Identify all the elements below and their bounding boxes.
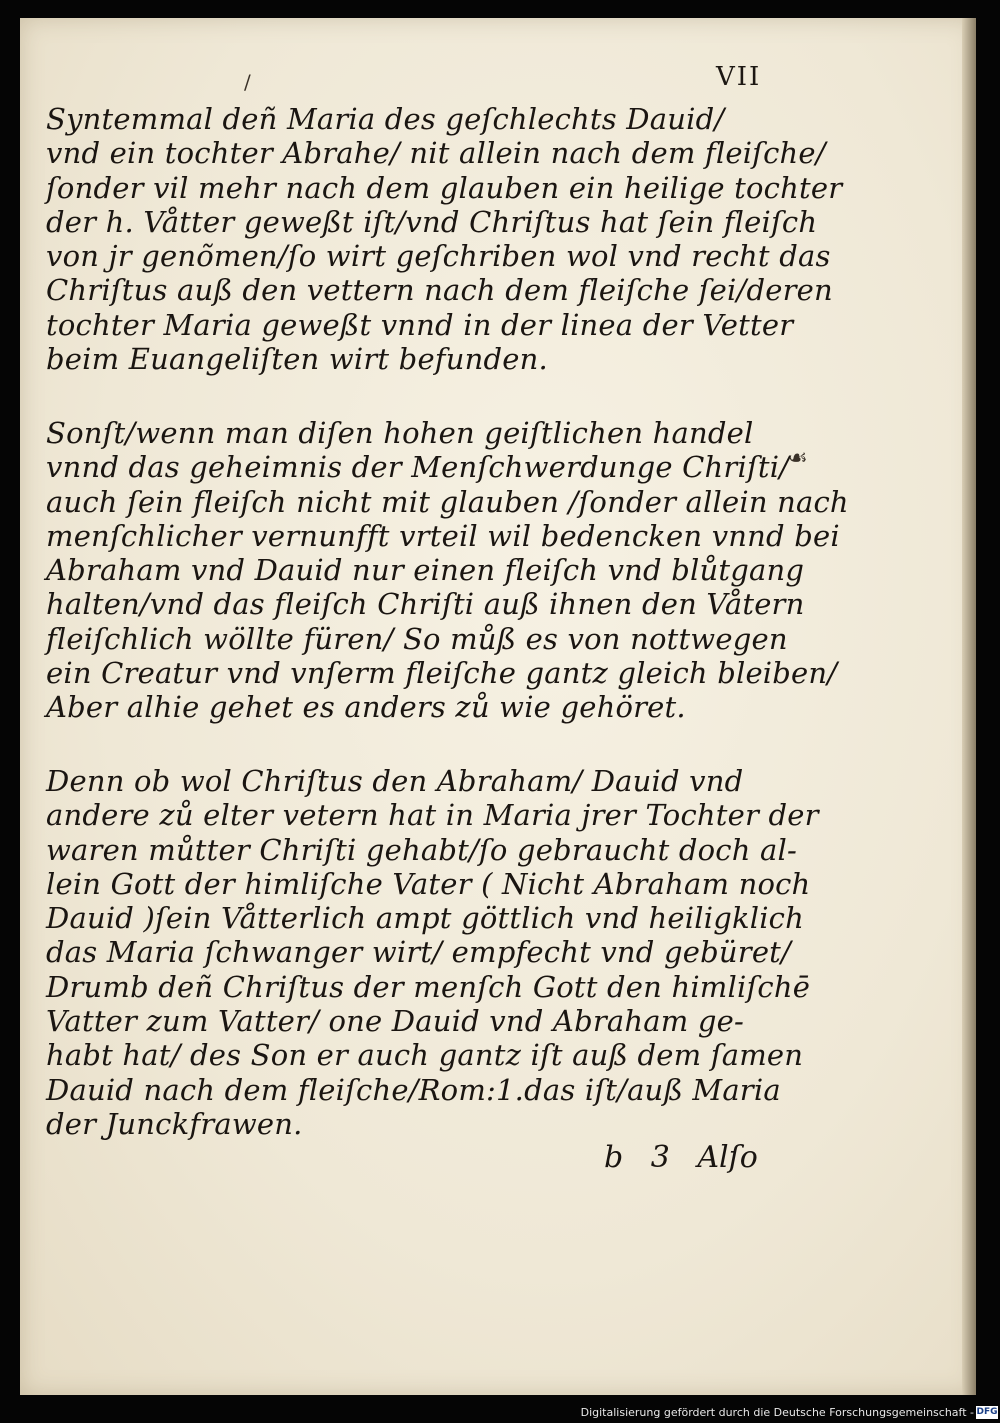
text-line: halten/vnd das fleiſch Chriſti auß ihnen den Våtern — [46, 587, 805, 622]
text-line: der Junckfrawen. — [46, 1106, 303, 1141]
paragraph-2 — [46, 416, 849, 725]
text-line: Denn ob wol Chriſtus den Abraham/ Dauid vnd — [46, 764, 744, 798]
text-line: Aber alhie gehet es anders zů wie gehöret. — [46, 690, 686, 725]
text-line: habt hat/ des Son er auch gantz iſt auß dem ſamen — [46, 1038, 804, 1073]
footer-bar — [0, 1399, 1000, 1423]
text-line: der h. Våtter geweßt iſt/vnd Chriſtus hat ſein fleiſch — [46, 204, 818, 239]
catchword: b 3 Alſo — [604, 1140, 758, 1175]
page-edge — [962, 18, 976, 1395]
text-line: Sonſt/wenn man diſen hohen geiſtlichen handel — [46, 416, 754, 450]
text-line: Dauid nach dem fleiſche/Rom:1.das iſt/auß Maria — [46, 1072, 781, 1107]
text-line: Dauid )ſein Våtterlich ampt göttlich vnd heiligklich — [46, 901, 804, 936]
text-line: von jr genõmen/ſo wirt geſchriben wol vnd recht das — [46, 239, 831, 274]
text-line: ein Creatur vnd vnſerm fleiſche gantz gleich bleiben/ — [46, 656, 838, 691]
text-line: Abraham vnd Dauid nur einen fleiſch vnd blůtgang — [46, 553, 805, 588]
text-line: das Maria ſchwanger wirt/ empfecht vnd gebüret/ — [46, 935, 792, 970]
dfg-logo-icon: DFG — [976, 1407, 998, 1417]
margin-tick: / — [244, 70, 251, 94]
text-line: Chriſtus auß den vettern nach dem fleiſche ſei/deren — [46, 273, 833, 308]
text-line: Drumb deñ Chriſtus der menſch Gott den himliſchē — [46, 969, 811, 1004]
marginal-note-icon: ☙ — [788, 446, 808, 471]
text-line: vnnd das geheimnis der Menſchwerdunge Chriſti/ — [46, 450, 790, 485]
text-line: andere zů elter vetern hat in Maria jrer Tochter der — [46, 798, 819, 833]
text-line: ſonder vil mehr nach dem glauben ein heilige tochter — [46, 170, 843, 205]
paragraph-1 — [46, 102, 843, 377]
paragraph-3 — [46, 764, 819, 1141]
text-line: tochter Maria geweßt vnnd in der linea der Vetter — [46, 307, 794, 342]
text-line: Syntemmal deñ Maria des geſchlechts Dauid/ — [46, 102, 725, 136]
text-line: auch ſein fleiſch nicht mit glauben /ſonder allein nach — [46, 484, 849, 519]
text-line: menſchlicher vernunfft vrteil wil bedencken vnnd bei — [46, 518, 840, 553]
book-page — [20, 18, 976, 1395]
funding-credit: Digitalisierung gefördert durch die Deutsche Forschungsgemeinschaft - — [580, 1406, 974, 1419]
text-line: lein Gott der himliſche Vater ( Nicht Abraham noch — [46, 866, 811, 901]
text-line: waren můtter Chriſti gehabt/ſo gebraucht doch al- — [46, 832, 797, 867]
text-line: vnd ein tochter Abrahe/ nit allein nach dem fleiſche/ — [46, 136, 826, 171]
text-line: Vatter zum Vatter/ one Dauid vnd Abraham ge- — [46, 1004, 744, 1039]
text-line: beim Euangeliſten wirt befunden. — [46, 342, 548, 377]
text-line: fleiſchlich wöllte füren/ So můß es von nottwegen — [46, 621, 788, 656]
folio-number: VII — [716, 62, 762, 92]
